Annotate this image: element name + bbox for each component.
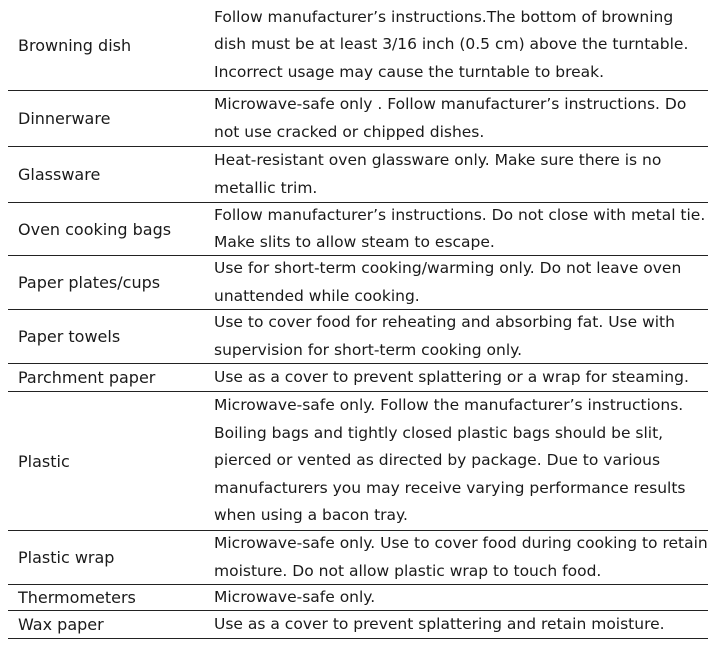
material-instructions: [206, 91, 708, 146]
table-row: [8, 203, 708, 256]
material-instructions: [206, 392, 708, 530]
material-name: Browning dish: [18, 35, 132, 55]
instructions-text: Use as a cover to prevent splattering and retain moisture.: [214, 614, 665, 633]
material-name: Glassware: [18, 165, 101, 184]
material-instructions: [206, 585, 708, 610]
materials-table: [8, 0, 708, 639]
material-instructions: [206, 147, 708, 202]
table-row: [8, 256, 708, 310]
instructions-text: Microwave-safe only. Use to cover food during cooking to retain moisture. Do not allow plastic wrap to touch food.: [214, 534, 708, 580]
material-name: Thermometers: [18, 588, 136, 607]
material-instructions: [206, 531, 708, 584]
material-name: Parchment paper: [18, 368, 156, 387]
material-instructions: [206, 0, 708, 90]
table-row: [8, 611, 708, 639]
material-instructions: [206, 256, 708, 309]
material-instructions: [206, 364, 708, 391]
material-name: Plastic wrap: [18, 548, 115, 567]
table-row: [8, 310, 708, 364]
instructions-text: Use as a cover to prevent splattering or a wrap for steaming.: [214, 367, 689, 386]
table-row: [8, 531, 708, 585]
material-instructions: [206, 611, 708, 638]
instructions-text: Microwave-safe only . Follow manufacturer’s instructions. Do not use cracked or chipped dishes.: [214, 95, 687, 141]
instructions-text: Use for short-term cooking/warming only. Do not leave oven unattended while cooking.: [214, 259, 682, 305]
material-name: Oven cooking bags: [18, 219, 172, 239]
material-name: Paper towels: [18, 327, 121, 346]
material-name: Dinnerware: [18, 109, 111, 128]
table-row: [8, 91, 708, 147]
material-instructions: [206, 203, 708, 255]
table-row: [8, 585, 708, 611]
table-row: [8, 364, 708, 392]
material-name: Paper plates/cups: [18, 273, 161, 292]
table-row: [8, 0, 708, 91]
instructions-text: Follow manufacturer’s instructions.The bottom of browning dish must be at least 3/16 inch (0.5 cm) above the turntable. Incorrect usage may cause the turntable to break.: [214, 7, 689, 81]
material-name: Wax paper: [18, 615, 104, 634]
material-name: Plastic: [18, 451, 70, 471]
material-instructions: [206, 310, 708, 363]
instructions-text: Follow manufacturer’s instructions. Do not close with metal tie. Make slits to allow steam to escape.: [214, 205, 706, 251]
table-row: [8, 392, 708, 531]
instructions-text: Use to cover food for reheating and absorbing fat. Use with supervision for short-term cooking only.: [214, 313, 675, 359]
instructions-text: Heat-resistant oven glassware only. Make sure there is no metallic trim.: [214, 151, 662, 197]
instructions-text: Microwave-safe only.: [214, 587, 376, 606]
table-row: [8, 147, 708, 203]
instructions-text: Microwave-safe only. Follow the manufacturer’s instructions. Boiling bags and tightly closed plastic bags should be slit, pierced or vented as directed by package. Due to various manufacturers you may receive varying performance results when using a bacon tray.: [214, 396, 686, 525]
